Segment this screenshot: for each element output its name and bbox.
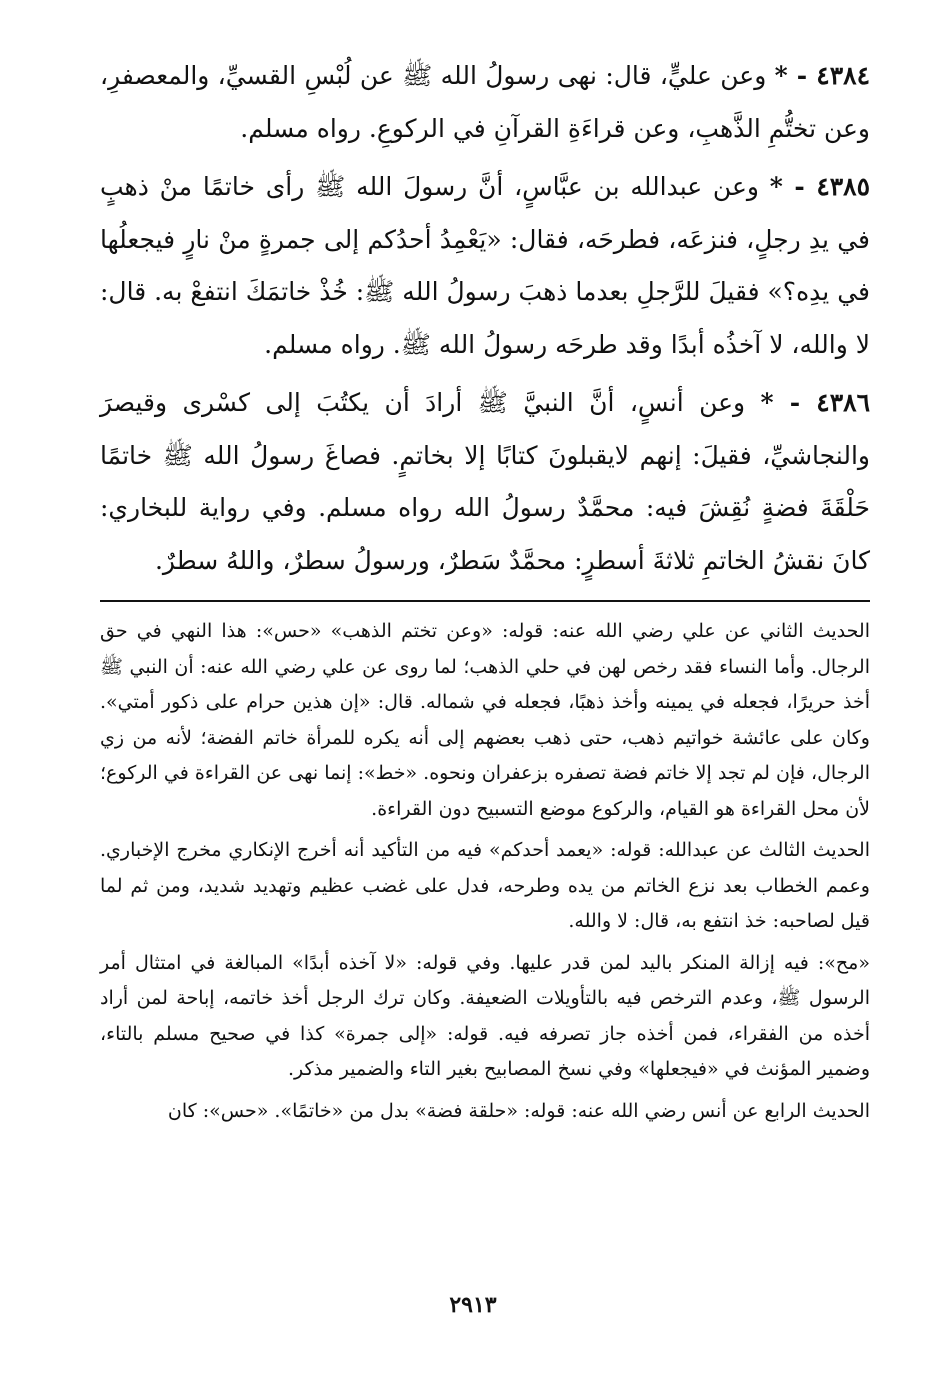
hadith-number: ٤٣٨٤ - * (774, 61, 871, 90)
commentary-paragraph: الحديث الثاني عن علي رضي الله عنه: قوله: «وعن تختم الذهب» «حس»: هذا النهي في حق الرجال. وأما النساء فقد رخص لهن في حلي الذهب؛ لما روى عن علي رضي الله عنه: أن النبي ﷺ أخذ حريرًا، فجعله في يمينه وأخذ ذهبًا، فجعله في شماله. قال: «إن هذين حرام على ذكور أمتي». وكان على عائشة خواتيم ذهب، حتى ذهب بعضهم إلى أنه يكره للمرأة خاتم الفضة؛ لأنه من زي الرجال، فإن لم تجد إلا خاتم فضة تصفره بزعفران ونحوه. «خط»: إنما نهى عن القراءة في الركوع؛ لأن محل القراءة هو القيام، والركوع موضع التسبيح دون القراءة. (100, 620, 870, 820)
hadith-text: وعن أنسٍ، أنَّ النبيَّ ﷺ أرادَ أن يكتُبَ إلى كسْرى وقيصرَ والنجاشيِّ، فقيلَ: إنهم لايقبلونَ كتابًا إلا بخاتمٍ. فصاغَ رسولُ الله ﷺ خاتمًا حَلْقَةَ فضةٍ نُقِشَ فيه: محمَّدٌ رسولُ الله رواه مسلم. وفي رواية للبخاري: كانَ نقشُ الخاتمِ ثلاثةَ أسطرٍ: محمَّدٌ سَطرٌ، ورسولُ سطرٌ، واللهُ سطرٌ. (100, 388, 870, 575)
hadith-number: ٤٣٨٦ - * (760, 388, 871, 417)
page-number: ٢٩١٣ (449, 1292, 497, 1318)
footnote-divider (100, 600, 870, 602)
commentary-paragraph: الحديث الثالث عن عبدالله: قوله: «يعمد أحدكم» فيه من التأكيد أنه أخرج الإنكاري مخرج الإخباري. وعمم الخطاب بعد نزع الخاتم من يده وطرحه، فدل على غضب عظيم وتهديد شديد، ومن ثم لما قيل لصاحبه: خذ انتفع به، قال: لا والله. (100, 839, 870, 932)
hadith-4386 (100, 377, 870, 587)
commentary-paragraph: «مح»: فيه إزالة المنكر باليد لمن قدر عليها. وفي قوله: «لا آخذه أبدًا» المبالغة في امتثال أمر الرسول ﷺ، وعدم الترخص فيه بالتأويلات الضعيفة. وكان ترك الرجل أخذ خاتمه، إباحة لمن أراد أخذه من الفقراء، فمن أخذه جاز تصرفه فيه. قوله: «إلى جمرة» كذا في صحيح مسلم بالتاء، وضمير المؤنث في «فيجعلها» وفي نسخ المصابيح بغير التاء والضمير مذكر. (100, 951, 870, 1080)
hadith-text: وعن عليٍّ، قال: نهى رسولُ الله ﷺ عن لُبْسِ القسيِّ، والمعصفرِ، وعن تختُّمِ الذَّهبِ، وعن قراءَةِ القرآنِ في الركوعِ. رواه مسلم. (100, 61, 870, 143)
commentary-section (100, 614, 870, 1135)
hadith-4385 (100, 161, 870, 371)
hadith-text: وعن عبدالله بن عبَّاسٍ، أنَّ رسولَ الله ﷺ رأى خاتمًا منْ ذهبٍ في يدِ رجلٍ، فنزعَه، فطرحَه، فقال: «يَعْمِدُ أحدُكم إلى جمرةٍ منْ نارٍ فيجعلُها في يدِه؟» فقيلَ للرَّجلِ بعدما ذهبَ رسولُ الله ﷺ: خُذْ خاتمَكَ انتفعْ به. قال: لا والله، لا آخذُه أبدًا وقد طرحَه رسولُ الله ﷺ. رواه مسلم. (100, 172, 870, 359)
hadith-number: ٤٣٨٥ - * (769, 172, 871, 201)
commentary-paragraph: الحديث الرابع عن أنس رضي الله عنه: قوله: «حلقة فضة» بدل من «خاتمًا». «حس»: كان (167, 1099, 870, 1122)
hadith-section (100, 50, 870, 593)
hadith-4384 (100, 50, 870, 155)
